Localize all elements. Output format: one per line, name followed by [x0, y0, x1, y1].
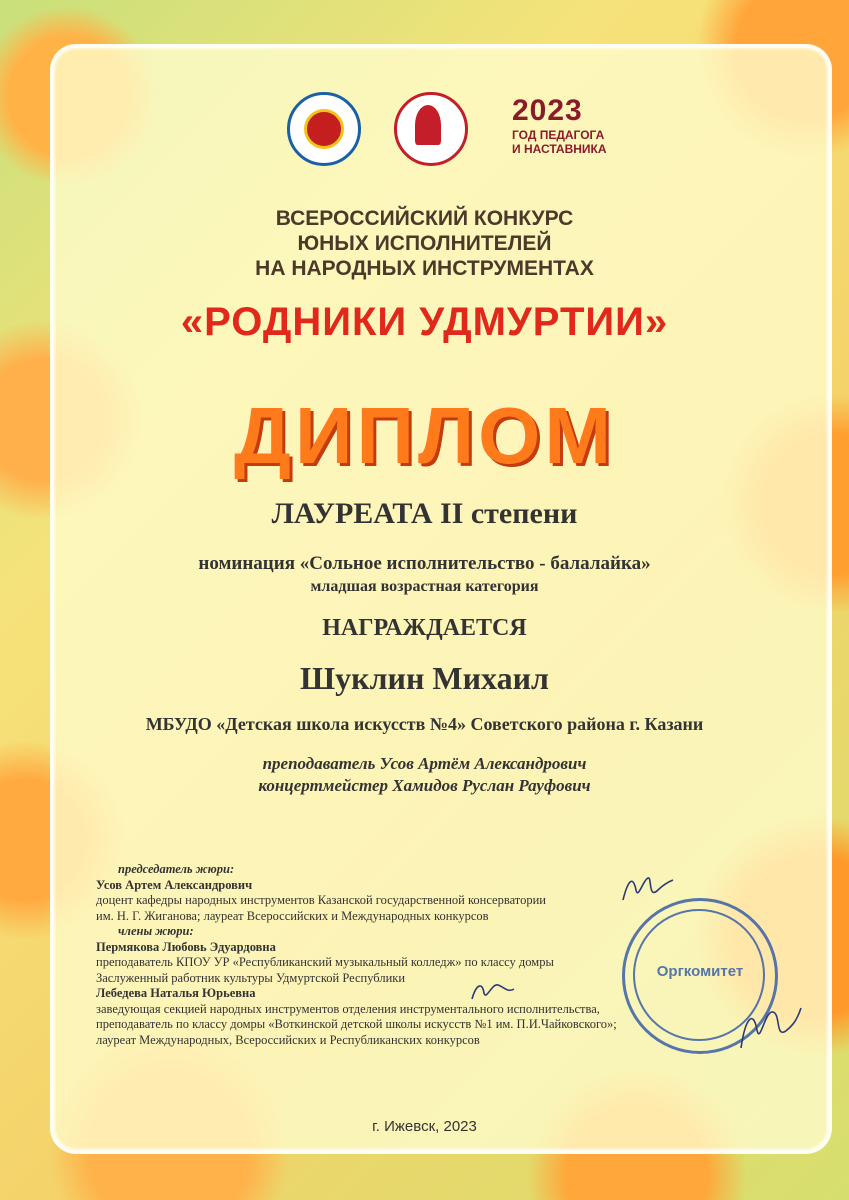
logos-row — [0, 92, 849, 172]
jury-chair-desc-1: доцент кафедры народных инструментов Казанской государственной консерватории — [96, 893, 546, 907]
header-line-2: ЮНЫХ ИСПОЛНИТЕЛЕЙ — [297, 232, 552, 255]
jury-member-1-desc-1: преподаватель КПОУ УР «Республиканский музыкальный колледж» по классу домры — [96, 955, 554, 969]
folk-house-emblem-icon — [394, 92, 468, 166]
laureate-degree: ЛАУРЕАТА II степени — [271, 497, 578, 530]
jury-chair-name: Усов Артем Александрович — [96, 877, 253, 892]
header-line-3: НА НАРОДНЫХ ИНСТРУМЕНТАХ — [255, 257, 594, 280]
chair-signature-icon — [618, 870, 678, 910]
awarded-label: НАГРАЖДАЕТСЯ — [322, 615, 527, 641]
year-logo-caption: ГОД ПЕДАГОГА И НАСТАВНИКА — [512, 128, 607, 156]
jury-block — [96, 862, 696, 1048]
header-line-1: ВСЕРОССИЙСКИЙ КОНКУРС — [275, 207, 574, 230]
contest-name: «РОДНИКИ УДМУРТИИ» — [180, 300, 669, 344]
jury-chair-label: председатель жюри: — [118, 862, 235, 876]
recipient-name: Шуклин Михаил — [299, 660, 549, 696]
jury-member-2-desc-3: лауреат Международных, Всероссийских и Республиканских конкурсов — [96, 1032, 480, 1047]
jury-member-1-desc-2: Заслуженный работник культуры Удмуртской Республики — [96, 970, 406, 985]
nomination: номинация «Сольное исполнительство - балалайка» — [198, 553, 651, 574]
age-category: младшая возрастная категория — [310, 578, 539, 595]
ministry-emblem-icon — [287, 92, 361, 166]
contest-header — [0, 206, 849, 281]
teachers-block — [0, 753, 849, 797]
member2-signature-icon — [735, 1000, 805, 1055]
teacher-line: преподаватель Усов Артём Александрович — [262, 754, 587, 773]
accompanist-line: концертмейстер Хамидов Руслан Рауфович — [258, 776, 591, 795]
jury-members-label: члены жюри: — [118, 924, 194, 938]
diploma-title: ДИПЛОМ — [234, 391, 615, 480]
stamp-center-text: Оргкомитет — [656, 963, 744, 980]
city-year: г. Ижевск, 2023 — [372, 1118, 477, 1135]
jury-member-2-desc-1: заведующая секцией народных инструментов отделения инструментального исполнительства, — [96, 1001, 600, 1016]
jury-chair-desc-2: им. Н. Г. Жиганова; лауреат Всероссийских и Международных конкурсов — [96, 908, 489, 923]
year-logo-number: 2023 — [512, 94, 583, 127]
jury-member-1-name: Пермякова Любовь Эдуардовна — [96, 939, 276, 954]
jury-member-2-name: Лебедева Наталья Юрьевна — [96, 986, 256, 1000]
member1-signature-icon — [468, 975, 518, 1005]
school-name: МБУДО «Детская школа искусств №4» Советского района г. Казани — [145, 714, 704, 734]
jury-member-2-desc-2: преподаватель по классу домры «Воткинской детской школы искусств №1 им. П.И.Чайковского»; — [96, 1017, 617, 1031]
